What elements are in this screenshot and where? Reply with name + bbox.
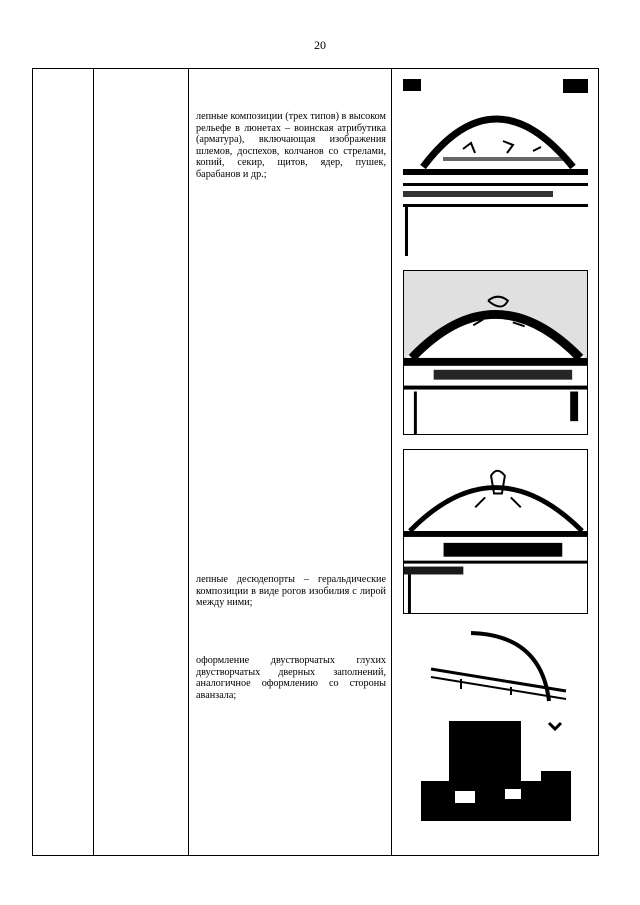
photo-lunette-3: [403, 449, 588, 614]
entry-text-overdoors: лепные десюдепорты – геральдические композиции в виде рогов изобилия с лирой между ними;: [196, 574, 386, 609]
lunette-photo-icon: [404, 271, 587, 434]
entry-text-door-panels: оформление двустворчатых глухих двустворчатых дверных заполнений, аналогичное оформлению со стороны аванзала;: [196, 655, 386, 701]
photo-lunette-1: [403, 79, 588, 256]
doorway-photo-icon: [421, 631, 571, 821]
lunette-photo-icon: [404, 450, 587, 613]
lunette-photo-icon: [403, 79, 588, 256]
document-table: [32, 68, 599, 856]
column-divider: [93, 69, 94, 855]
column-divider: [188, 69, 189, 855]
entry-text-lunette-compositions: лепные композиции (трех типов) в высоком рельефе в люнетах – воинская атрибутика (арматура), включающая изображения шлемов, доспехов, колчанов со стрелами, копий, секир, щитов, ядер, пушек, барабанов и др.;: [196, 111, 386, 180]
page-number: 20: [314, 38, 326, 52]
photo-lunette-2: [403, 270, 588, 435]
column-divider: [391, 69, 392, 855]
photo-doorway: [421, 631, 571, 821]
